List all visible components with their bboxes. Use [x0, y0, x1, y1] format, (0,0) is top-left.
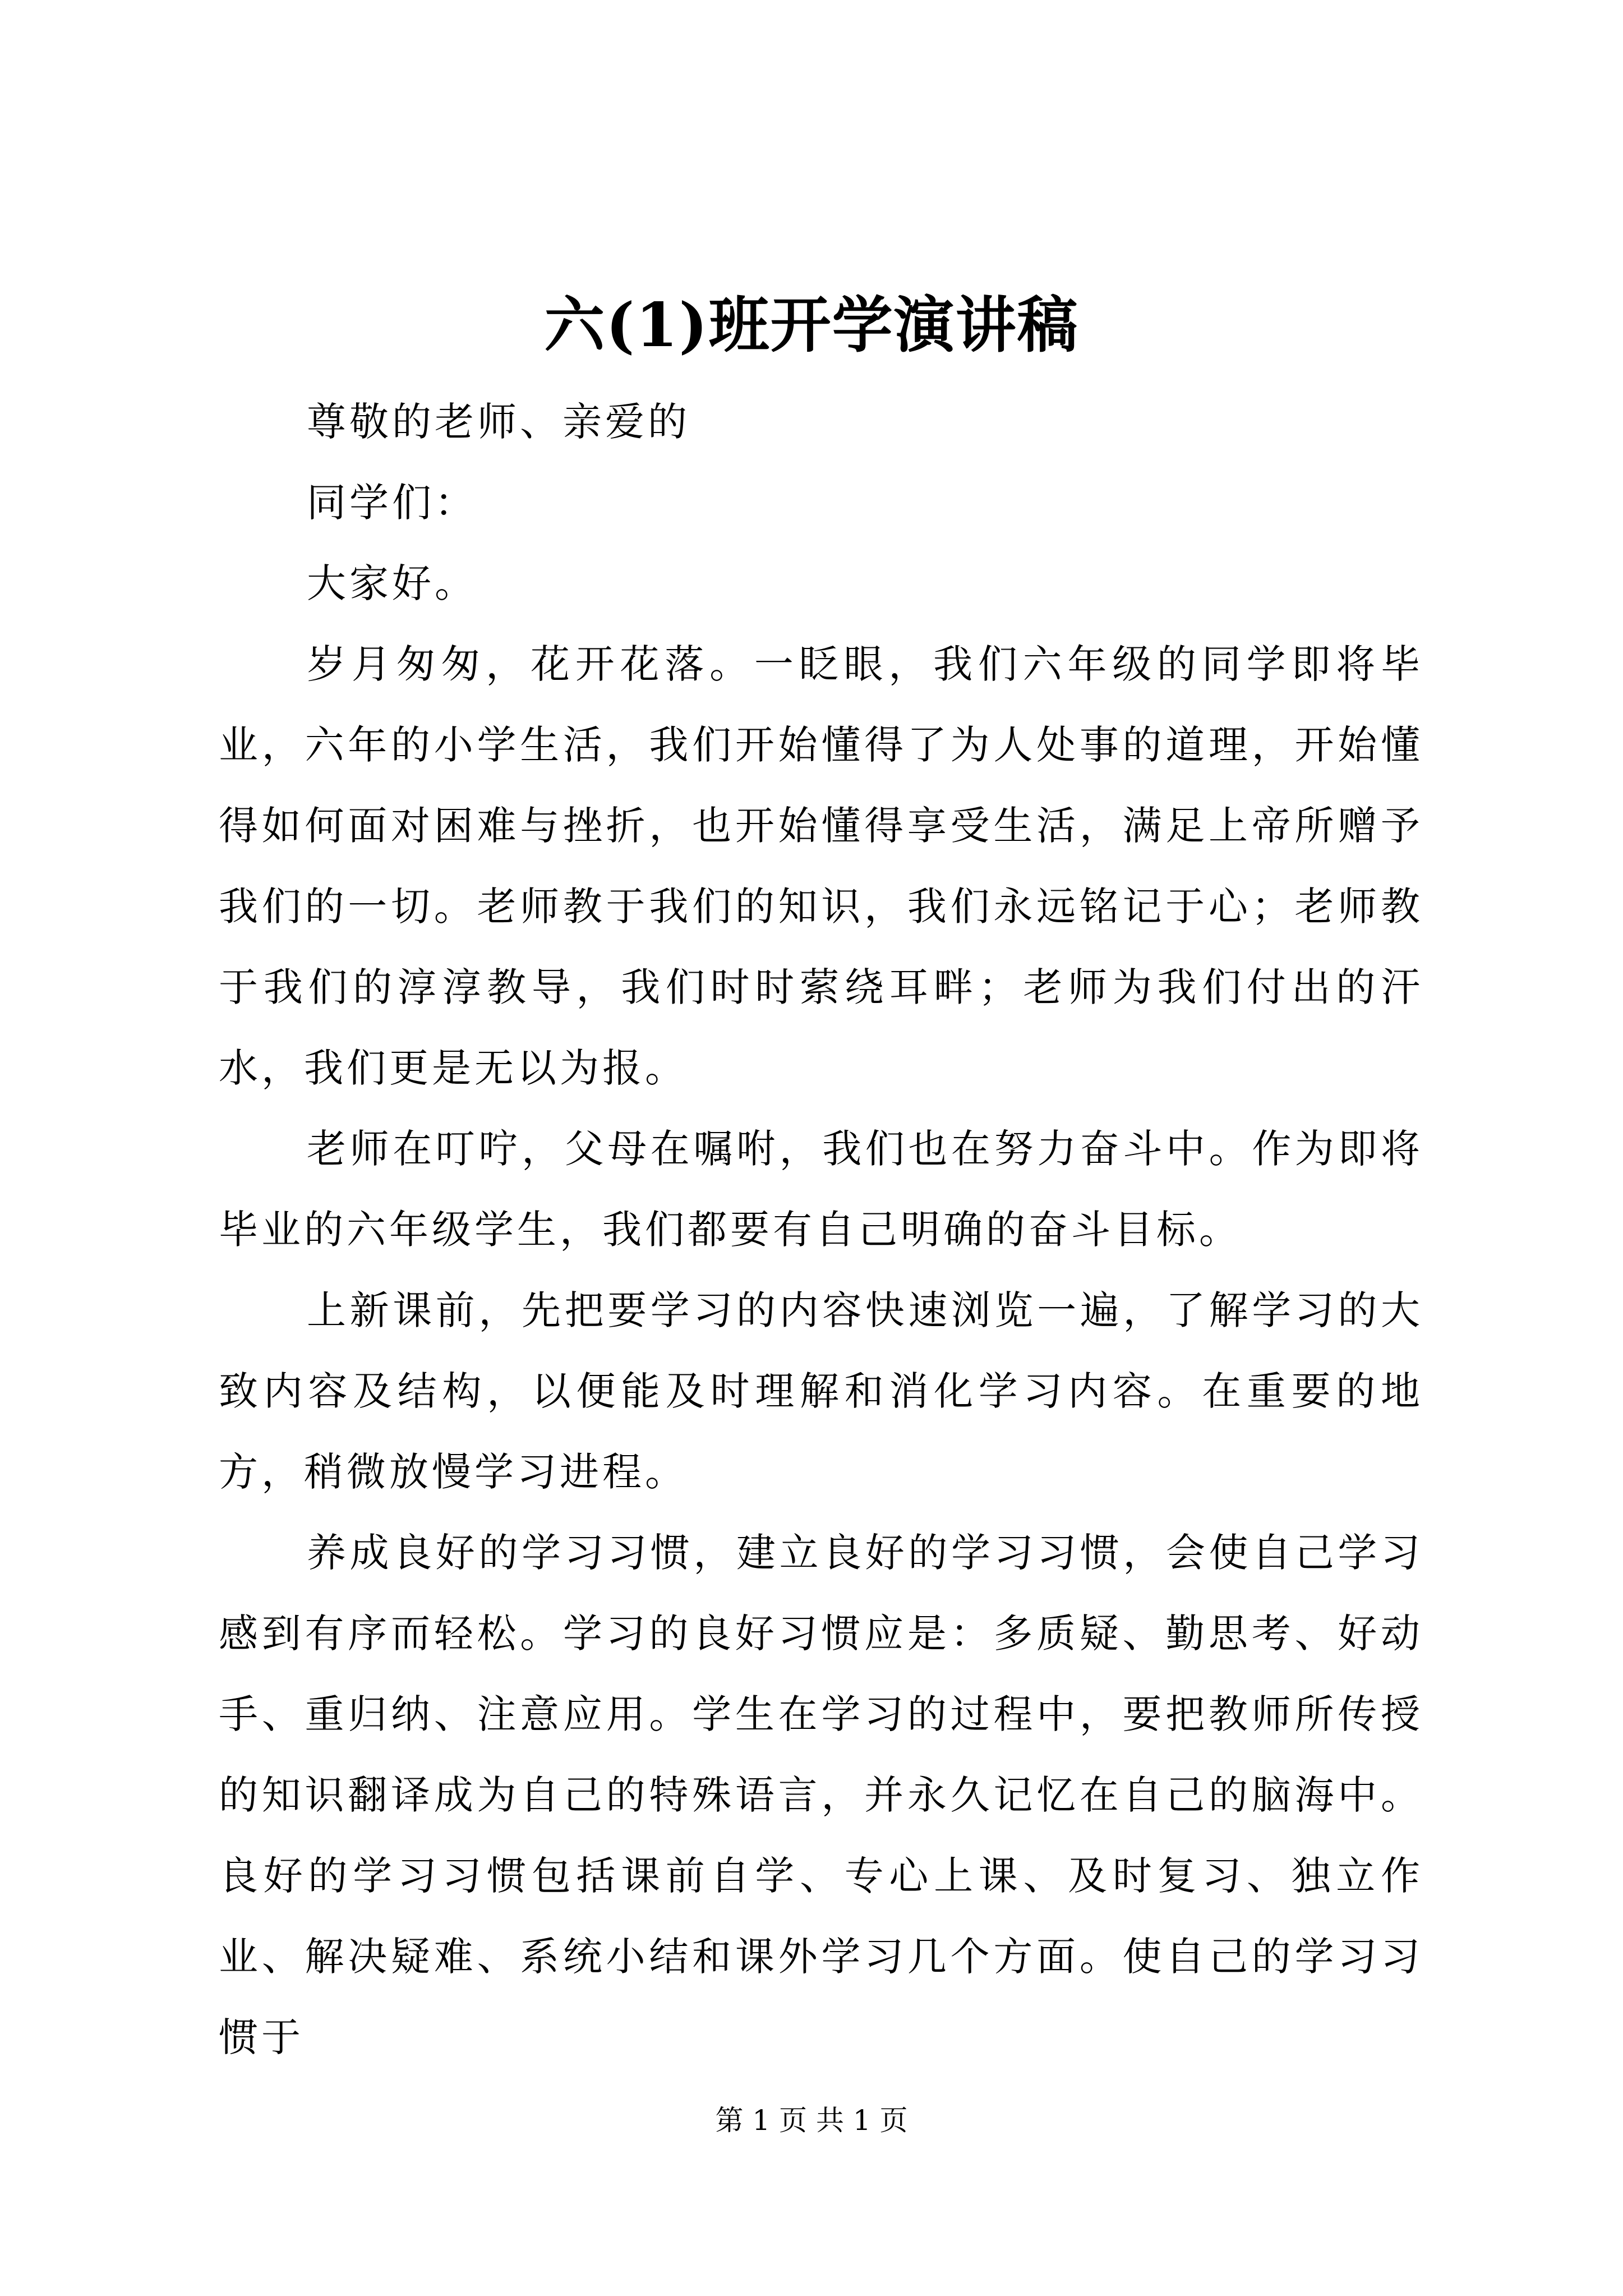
document-body: [219, 381, 1423, 2078]
page-footer: 第 1 页 共 1 页: [715, 2104, 908, 2137]
paragraph-body-4: 养成良好的学习习惯，建立良好的学习习惯，会使自己学习感到有序而轻松。学习的良好习惯应是：多质疑、勤思考、好动手、重归纳、注意应用。学生在学习的过程中，要把教师所传授的知识翻译成为自己的特殊语言，并永久记忆在自己的脑海中。良好的学习习惯包括课前自学、专心上课、及时复习、独立作业、解决疑难、系统小结和课外学习几个方面。使自己的学习习惯于: [219, 1530, 1423, 2060]
paragraph-salutation-2: 同学们：: [307, 480, 477, 526]
paragraph-greeting: 大家好。: [307, 560, 477, 606]
paragraph-body-3: 上新课前，先把要学习的内容快速浏览一遍，了解学习的大致内容及结构，以便能及时理解和消化学习内容。在重要的地方，稍微放慢学习进程。: [219, 1287, 1423, 1495]
document-title: 六(1)班开学演讲稿: [544, 290, 1079, 361]
paragraph-salutation-1: 尊敬的老师、亲爱的: [307, 399, 690, 445]
paragraph-body-1: 岁月匆匆，花开花落。一眨眼，我们六年级的同学即将毕业，六年的小学生活，我们开始懂得了为人处事的道理，开始懂得如何面对困难与挫折，也开始懂得享受生活，满足上帝所赠予我们的一切。老师教于我们的知识，我们永远铭记于心；老师教于我们的淳淳教导，我们时时萦绕耳畔；老师为我们付出的汗水，我们更是无以为报。: [219, 641, 1423, 1091]
paragraph-body-2: 老师在叮咛，父母在嘱咐，我们也在努力奋斗中。作为即将毕业的六年级学生，我们都要有自己明确的奋斗目标。: [219, 1126, 1423, 1253]
